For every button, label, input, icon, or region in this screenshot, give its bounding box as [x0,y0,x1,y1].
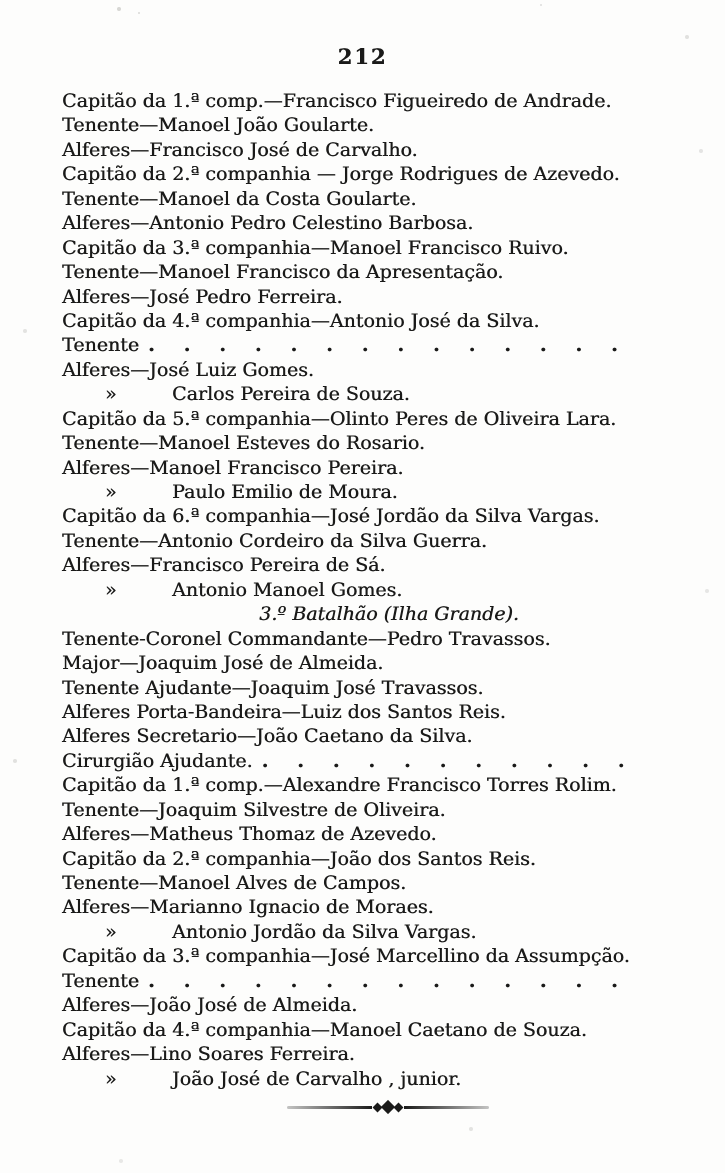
line-text: Tenente [62,334,140,357]
line-text: Capitão da 6.ª companhia—José Jordão da Silva Vargas. [62,505,600,528]
line-text: Tenente—Manoel da Costa Goularte. [62,187,417,210]
roster-line [62,285,690,309]
line-text: Capitão da 5.ª companhia—Olinto Peres de Oliveira Lara. [62,407,617,430]
line-text: Alferes—José Pedro Ferreira. [62,285,343,308]
roster-line [62,431,690,455]
officer-roster-text-block [62,89,690,1091]
line-text: Alferes Porta-Bandeira—Luiz dos Santos Reis. [62,700,506,723]
line-text: Tenente—Manoel Alves de Campos. [62,872,407,894]
line-text: Capitão da 3.ª companhia—José Marcellino da Assumpção. [62,945,630,968]
line-text: Alferes—Antonio Pedro Celestino Barbosa. [62,212,474,235]
line-text: Tenente [62,969,140,992]
line-text: Major—Joaquim José de Almeida. [62,652,384,675]
line-text: Alferes—Marianno Ignacio de Moraes. [62,896,434,919]
roster-line [62,871,690,895]
ditto-mark: » [105,1067,117,1090]
roster-line-blank [62,333,690,357]
roster-line [62,724,690,748]
line-text: 3.º Batalhão (Ilha Grande). [259,603,519,626]
roster-line-ditto [62,480,690,504]
line-text: Capitão da 3.ª companhia—Manoel Francisco Ruivo. [62,236,569,259]
section-heading [62,602,690,626]
dot-leader: .............. [148,969,647,992]
roster-line [62,504,690,528]
roster-line [62,627,690,651]
roster-line [62,676,690,700]
roster-line [62,798,690,822]
line-text: João José de Carvalho , junior. [172,1067,462,1090]
scan-noise [0,0,2,2]
line-text: Alferes—Francisco José de Carvalho. [62,138,418,161]
roster-line-blank [62,749,690,773]
roster-line [62,138,690,162]
roster-line-ditto [62,920,690,944]
line-text: Tenente—Manoel Francisco da Apresentação. [62,261,504,284]
divider-rule-left [287,1106,372,1109]
roster-line-ditto [62,1067,690,1091]
line-text: Tenente—Antonio Cordeiro da Silva Guerra. [62,529,487,552]
dot-leader: .............. [148,334,647,357]
roster-line [62,236,690,260]
line-text: Tenente—Manoel João Goularte. [62,114,374,137]
line-text: Capitão da 4.ª companhia—Manoel Caetano de Souza. [62,1018,587,1041]
ditto-mark: » [105,578,117,601]
roster-line [62,162,690,186]
divider-rule-right [404,1106,489,1109]
line-text: Alferes—João José de Almeida. [62,994,358,1017]
roster-line [62,407,690,431]
roster-line [62,358,690,382]
roster-line [62,113,690,137]
roster-line [62,456,690,480]
line-text: Antonio Manoel Gomes. [172,578,403,601]
roster-line [62,993,690,1017]
diamond-icon [394,1102,404,1112]
roster-line [62,651,690,675]
line-text: Tenente Ajudante—Joaquim José Travassos. [62,676,484,699]
roster-line-ditto [62,578,690,602]
roster-line [62,553,690,577]
ditto-mark: » [105,481,117,503]
page-number: 212 [337,44,388,69]
ditto-mark: » [105,383,117,406]
line-text: Capitão da 2.ª companhia—João dos Santos Reis. [62,847,536,870]
roster-line [62,309,690,333]
roster-line-ditto [62,382,690,406]
line-text: Alferes—Francisco Pereira de Sá. [62,554,386,577]
line-text: Capitão da 2.ª companhia — Jorge Rodrigues de Azevedo. [62,163,620,186]
ornamental-divider [287,1100,489,1114]
line-text: Tenente-Coronel Commandante—Pedro Travassos. [62,627,551,650]
roster-line [62,700,690,724]
line-text: Capitão da 1.ª comp.—Alexandre Francisco Torres Rolim. [62,774,617,797]
line-text: Tenente—Manoel Esteves do Rosario. [62,432,425,455]
roster-line [62,773,690,797]
line-text: Tenente—Joaquim Silvestre de Oliveira. [62,798,446,821]
line-text: Antonio Jordão da Silva Vargas. [172,920,477,943]
roster-line [62,89,690,113]
ditto-mark: » [105,920,117,943]
line-text: Capitão da 1.ª comp.—Francisco Figueiredo de Andrade. [62,90,612,112]
line-text: Alferes—Matheus Thomaz de Azevedo. [62,823,437,846]
line-text: Capitão da 4.ª companhia—Antonio José da Silva. [62,309,540,332]
roster-line [62,847,690,871]
roster-line [62,1018,690,1042]
roster-line [62,260,690,284]
roster-line-blank [62,969,690,993]
roster-line [62,187,690,211]
line-text: Paulo Emilio de Moura. [172,481,398,503]
roster-line [62,529,690,553]
line-text: Alferes—Lino Soares Ferreira. [62,1043,355,1066]
line-text: Cirurgião Ajudante. [62,749,253,772]
roster-line [62,211,690,235]
divider-diamonds [373,1102,403,1112]
roster-line [62,944,690,968]
line-text: Alferes Secretario—João Caetano da Silva. [62,725,473,748]
line-text: Alferes—José Luiz Gomes. [62,358,314,381]
roster-line [62,822,690,846]
line-text: Carlos Pereira de Souza. [172,383,410,406]
roster-line [62,895,690,919]
dot-leader: ........... [261,749,654,772]
line-text: Alferes—Manoel Francisco Pereira. [62,456,404,479]
roster-line [62,1042,690,1066]
